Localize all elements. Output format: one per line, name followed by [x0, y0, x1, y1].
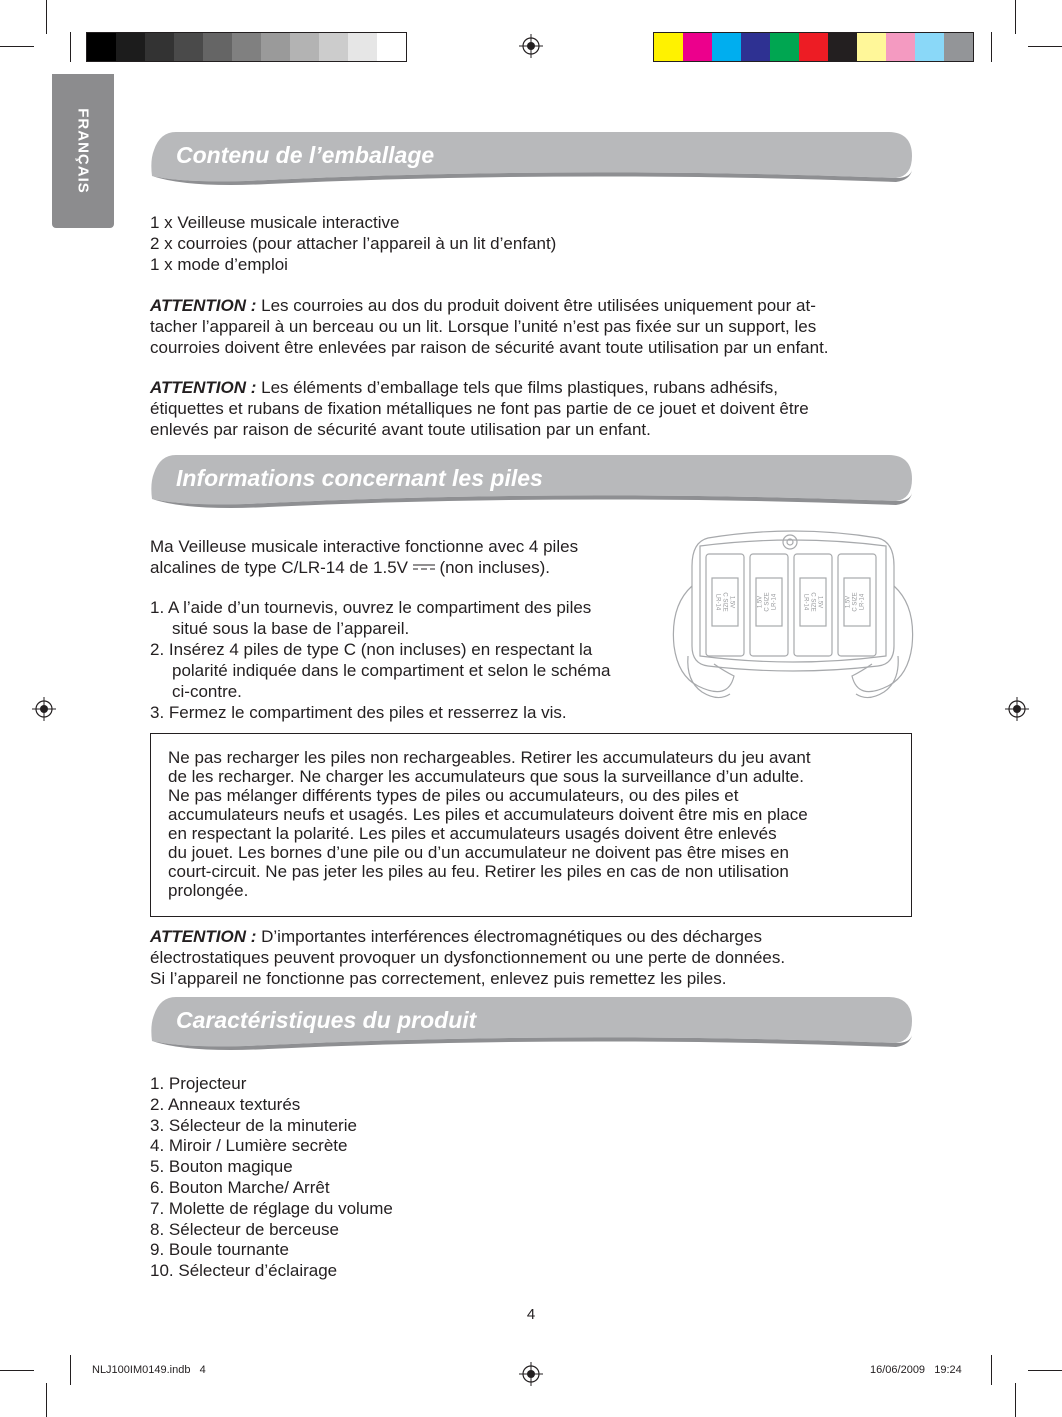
battery-steps: [150, 597, 610, 723]
slug-filename: NLJ100IM0149.indb 4: [92, 1364, 206, 1376]
crop-mark: [991, 32, 992, 62]
safety-line: Ne pas mélanger différents types de piles ou accumulateurs, ou des piles et: [168, 786, 739, 805]
warning-text: courroies doivent être enlevées par raison de sécurité avant toute utilisation par un enfant.: [150, 338, 829, 357]
battery-size: C SIZE: [721, 592, 728, 612]
section-banner-features: [148, 995, 914, 1055]
calibration-swatch: [654, 33, 683, 61]
section-banner-batteries: [148, 453, 914, 513]
warning-text: tacher l’appareil à un berceau ou un lit. Lorsque l’unité n’est pas fixée sur un support, les: [150, 317, 817, 336]
calibration-swatch: [203, 33, 232, 61]
registration-mark-icon: [1005, 697, 1029, 721]
battery-intro-text: alcalines de type C/LR-14 de 1.5V: [150, 558, 413, 577]
battery-voltage: 1.5V: [728, 595, 735, 609]
feature-item: 2. Anneaux texturés: [150, 1094, 301, 1114]
battery-intro-text: (non incluses).: [434, 558, 550, 577]
battery-type: LR-14: [771, 593, 778, 611]
step-item: 2. Insérez 4 piles de type C (non incluses) en respectant la: [150, 640, 593, 659]
crop-mark: [70, 1355, 71, 1385]
registration-mark-icon: [519, 1362, 543, 1386]
warning-label: ATTENTION :: [150, 296, 257, 315]
step-item-cont: polarité indiquée dans le compartiment et selon le schéma: [172, 661, 611, 680]
battery-type: LR-14: [802, 593, 809, 611]
slug-date: 16/06/2009 19:24: [870, 1364, 962, 1376]
gray-calibration-bars: [86, 32, 407, 62]
warning-label: ATTENTION :: [150, 927, 257, 946]
calibration-swatch: [116, 33, 145, 61]
warning-text: D’importantes interférences électromagnétiques ou des décharges: [256, 927, 762, 946]
crop-mark: [70, 32, 71, 62]
feature-item: 6. Bouton Marche/ Arrêt: [150, 1177, 330, 1197]
battery-intro: [150, 557, 550, 578]
safety-line: court-circuit. Ne pas jeter les piles au feu. Retirer les piles en cas de non utilisation: [168, 862, 789, 881]
section-banner-contents: [148, 130, 914, 190]
calibration-swatch: [174, 33, 203, 61]
battery-voltage: 1.5V: [816, 595, 823, 609]
crop-mark: [1015, 1383, 1016, 1417]
crop-mark: [0, 1370, 34, 1371]
calibration-swatch: [741, 33, 770, 61]
calibration-swatch: [828, 33, 857, 61]
step-item: 3. Fermez le compartiment des piles et resserrez la vis.: [150, 703, 567, 722]
step-item-cont: situé sous la base de l’appareil.: [172, 619, 410, 638]
section-title: Contenu de l’emballage: [176, 142, 435, 168]
safety-line: Ne pas recharger les piles non rechargeables. Retirer les accumulateurs du jeu avant: [168, 748, 811, 767]
battery-compartment-illustration: [668, 526, 918, 710]
calibration-swatch: [377, 33, 406, 61]
feature-item: 7. Molette de réglage du volume: [150, 1198, 393, 1218]
calibration-swatch: [87, 33, 116, 61]
battery-voltage: 1.5V: [845, 595, 852, 609]
contents-item: 1 x mode d’emploi: [150, 255, 288, 274]
calibration-swatch: [770, 33, 799, 61]
calibration-swatch: [712, 33, 741, 61]
safety-line: prolongée.: [168, 881, 249, 900]
warning-paragraph: [150, 377, 778, 398]
step-item-cont: ci-contre.: [172, 682, 242, 701]
feature-list: [150, 1074, 393, 1282]
crop-mark: [1028, 46, 1062, 47]
section-title: Informations concernant les piles: [176, 465, 543, 491]
language-side-tab: [52, 74, 114, 228]
feature-item: 4. Miroir / Lumière secrète: [150, 1136, 348, 1156]
safety-line: accumulateurs neufs et usagés. Les piles et accumulateurs doivent être mis en place: [168, 805, 808, 824]
crop-mark: [1028, 1370, 1062, 1371]
warning-label: ATTENTION :: [150, 378, 257, 397]
calibration-swatch: [290, 33, 319, 61]
section-title: Caractéristiques du produit: [176, 1007, 477, 1033]
calibration-swatch: [261, 33, 290, 61]
battery-type: LR-14: [859, 593, 866, 611]
color-calibration-bars: [653, 32, 974, 62]
warning-text: enlevés par raison de sécurité avant toute utilisation par un enfant.: [150, 420, 651, 439]
calibration-swatch: [857, 33, 886, 61]
calibration-swatch: [348, 33, 377, 61]
registration-mark-icon: [519, 34, 543, 58]
battery-label: [799, 578, 825, 626]
crop-mark: [1015, 0, 1016, 34]
safety-line: du jouet. Les bornes d’une pile ou d’un accumulateur ne doivent pas être mises en: [168, 843, 789, 862]
battery-intro: Ma Veilleuse musicale interactive fonctionne avec 4 piles: [150, 537, 579, 556]
registration-mark-icon: [32, 697, 56, 721]
language-label: FRANÇAIS: [74, 108, 92, 194]
feature-item: 5. Bouton magique: [150, 1157, 293, 1177]
warning-paragraph: [150, 926, 762, 947]
warning-text: électrostatiques peuvent provoquer un dysfonctionnement ou une perte de données.: [150, 948, 786, 967]
calibration-swatch: [232, 33, 261, 61]
contents-item: 2 x courroies (pour attacher l’appareil à un lit d’enfant): [150, 234, 557, 253]
calibration-swatch: [799, 33, 828, 61]
step-item: 1. A l’aide d’un tournevis, ouvrez le compartiment des piles: [150, 598, 592, 617]
battery-label: [711, 578, 737, 626]
battery-size: C SIZE: [852, 592, 859, 612]
dc-symbol-icon: [413, 563, 435, 571]
crop-mark: [46, 1383, 47, 1417]
warning-text: Les éléments d’emballage tels que films plastiques, rubans adhésifs,: [256, 378, 779, 397]
calibration-swatch: [145, 33, 174, 61]
calibration-swatch: [944, 33, 973, 61]
crop-mark: [46, 0, 47, 34]
calibration-swatch: [915, 33, 944, 61]
safety-line: de les recharger. Ne charger les accumulateurs que sous la surveillance d’un adulte.: [168, 767, 804, 786]
safety-line: en respectant la polarité. Les piles et accumulateurs usagés doivent être enlevés: [168, 824, 777, 843]
warning-text: Les courroies au dos du produit doivent être utilisées uniquement pour at-: [256, 296, 816, 315]
calibration-swatch: [683, 33, 712, 61]
battery-label: [755, 578, 781, 626]
calibration-swatch: [319, 33, 348, 61]
feature-item: 9. Boule tournante: [150, 1240, 289, 1260]
page-number: 4: [526, 1306, 536, 1323]
feature-item: 1. Projecteur: [150, 1074, 247, 1093]
feature-item: 8. Sélecteur de berceuse: [150, 1219, 340, 1239]
warning-paragraph: [150, 295, 816, 316]
contents-item: 1 x Veilleuse musicale interactive: [150, 213, 400, 232]
battery-label: [843, 578, 869, 626]
feature-item: 3. Sélecteur de la minuterie: [150, 1115, 357, 1135]
battery-size: C SIZE: [809, 592, 816, 612]
crop-mark: [991, 1355, 992, 1385]
battery-voltage: 1.5V: [757, 595, 764, 609]
feature-item: 10. Sélecteur d’éclairage: [150, 1261, 338, 1281]
battery-safety-box: [150, 733, 912, 917]
warning-text: étiquettes et rubans de fixation métalliques ne font pas partie de ce jouet et doivent être: [150, 399, 809, 418]
crop-mark: [0, 46, 34, 47]
calibration-swatch: [886, 33, 915, 61]
battery-type: LR-14: [714, 593, 721, 611]
battery-size: C SIZE: [764, 592, 771, 612]
warning-text: Si l’appareil ne fonctionne pas correctement, enlevez puis remettez les piles.: [150, 969, 727, 988]
